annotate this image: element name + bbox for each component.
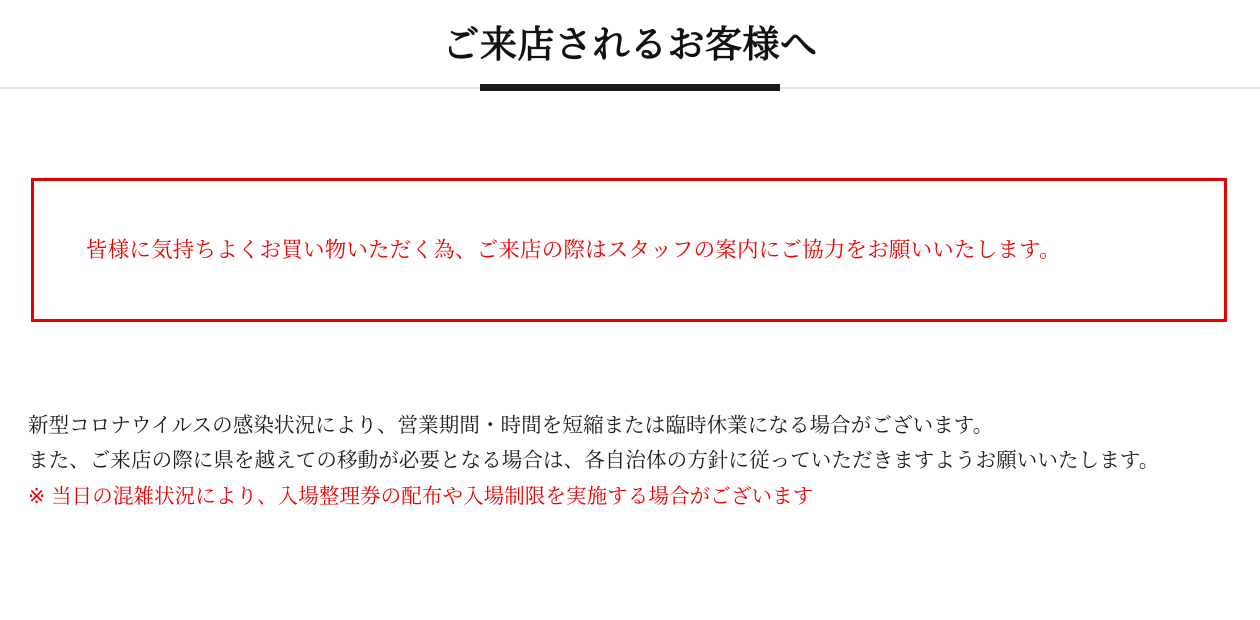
body-paragraph-2: また、ご来店の際に県を越えての移動が必要となる場合は、各自治体の方針に従っていただきますようお願いいたします。 <box>28 449 1160 473</box>
title-underline <box>480 84 780 91</box>
notice-box <box>31 178 1227 322</box>
page-title: ご来店されるお客様へ <box>442 24 818 65</box>
page-header <box>0 0 1260 68</box>
body-note: ※ 当日の混雑状況により、入場整理券の配布や入場制限を実施する場合がございます <box>28 484 814 508</box>
notice-text: 皆様に気持ちよくお買い物いただく為、ご来店の際はスタッフの案内にご協力をお願いいたします。 <box>86 237 1061 262</box>
body-copy <box>28 408 1233 514</box>
body-paragraph-1: 新型コロナウイルスの感染状況により、営業期間・時間を短縮または臨時休業になる場合がございます。 <box>28 414 994 437</box>
